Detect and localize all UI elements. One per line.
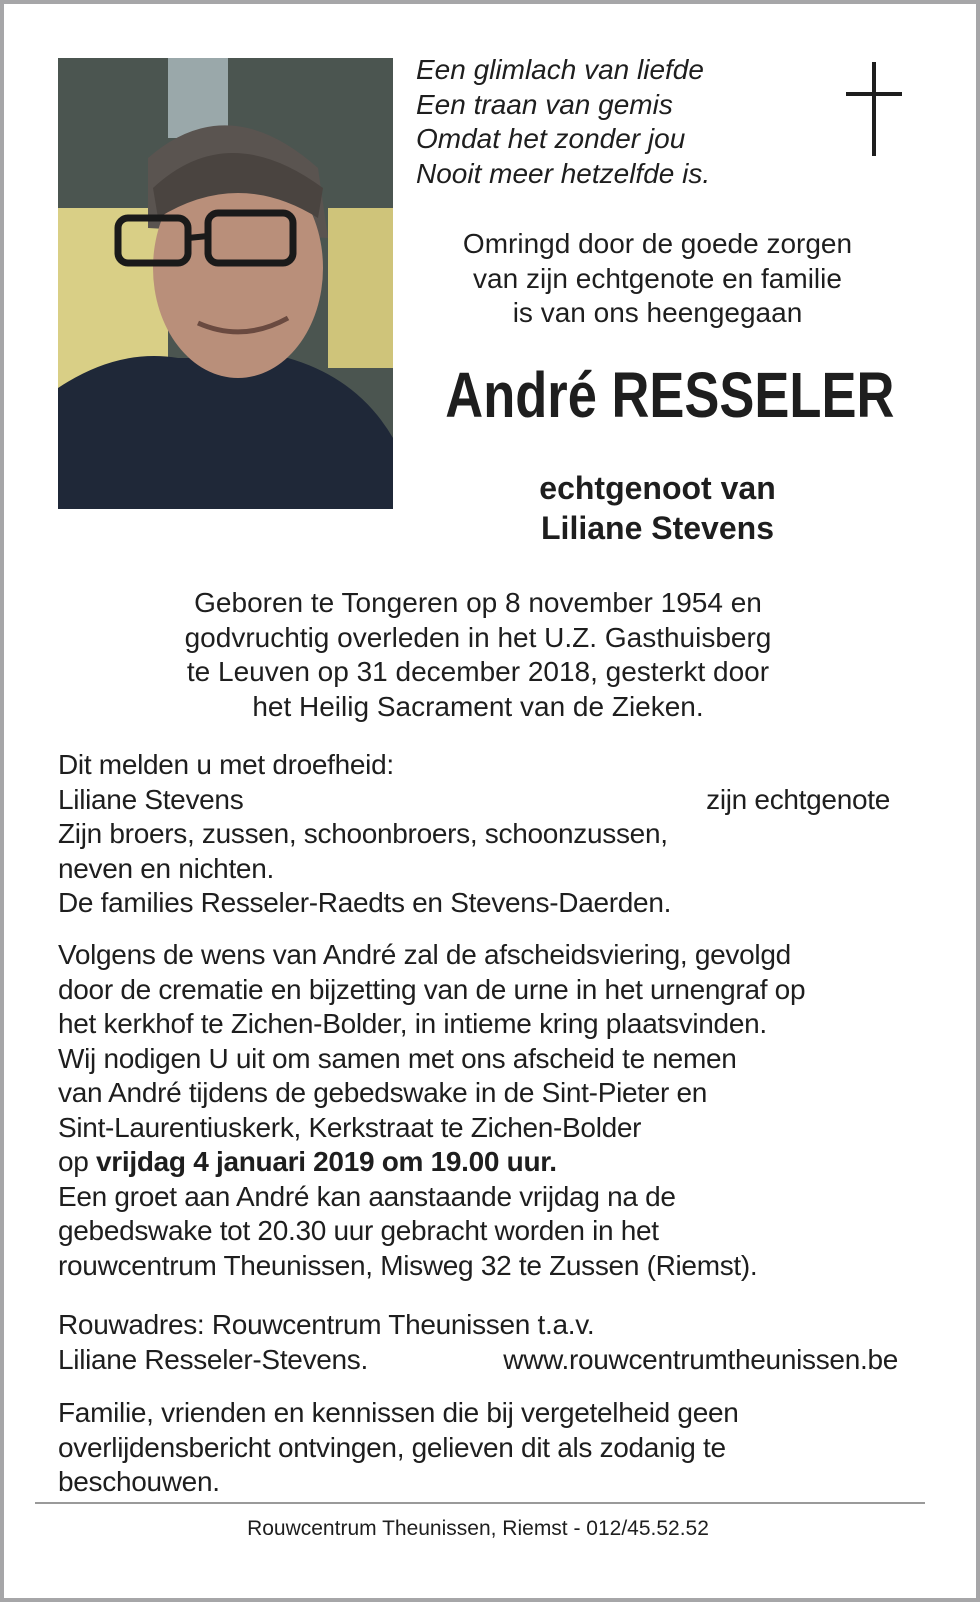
portrait-photo <box>58 58 393 509</box>
spouse-relation: echtgenoot van <box>539 470 776 506</box>
spouse-block <box>430 468 885 548</box>
address-row <box>58 1343 898 1378</box>
closing-note <box>58 1396 898 1500</box>
deceased-name <box>420 358 920 432</box>
mourner-role: zijn echtgenote <box>706 783 890 815</box>
poem-line: Een traan van gemis <box>416 88 673 120</box>
poem-line: Nooit meer hetzelfde is. <box>416 157 711 189</box>
service-line: Wij nodigen U uit om samen met ons afscheid te nemen <box>58 1042 737 1074</box>
mourners <box>58 748 898 921</box>
divider <box>35 1502 925 1504</box>
mourner-spouse-row <box>58 783 898 818</box>
mourner-name: Liliane Stevens <box>58 783 244 815</box>
intro-line: is van ons heengegaan <box>512 297 803 328</box>
service-date-line <box>58 1145 898 1180</box>
service-line: Sint-Laurentiuskerk, Kerkstraat te Zichen-Bolder <box>58 1111 642 1143</box>
mourner-line: neven en nichten. <box>58 852 274 884</box>
born-line: te Leuven op 31 december 2018, gesterkt door <box>186 656 770 687</box>
service-date: vrijdag 4 januari 2019 om 19.00 uur. <box>96 1146 557 1177</box>
service-line: rouwcentrum Theunissen, Misweg 32 te Zussen (Riemst). <box>58 1249 758 1281</box>
born-line: het Heilig Sacrament van de Zieken. <box>252 690 704 722</box>
born-line: godvruchtig overleden in het U.Z. Gasthuisberg <box>184 621 772 653</box>
website-link[interactable]: www.rouwcentrumtheunissen.be <box>503 1343 898 1375</box>
born-line: Geboren te Tongeren op 8 november 1954 en <box>194 587 762 618</box>
deceased-name-text: André RESSELER <box>445 359 895 431</box>
poem-line: Omdat het zonder jou <box>416 123 686 154</box>
closing-line: beschouwen. <box>58 1466 220 1497</box>
poem <box>416 53 710 191</box>
closing-line: overlijdensbericht ontvingen, gelieven dit als zodanig te <box>58 1431 726 1463</box>
mourner-line: Zijn broers, zussen, schoonbroers, schoonzussen, <box>58 818 668 849</box>
service-line: door de crematie en bijzetting van de urne in het urnengraf op <box>58 973 806 1005</box>
mourning-address <box>58 1308 898 1377</box>
service-line: van André tijdens de gebedswake in de Sint-Pieter en <box>58 1077 708 1108</box>
address-line: Liliane Resseler-Stevens. <box>58 1343 368 1375</box>
service-info <box>58 938 898 1283</box>
service-line: het kerkhof te Zichen-Bolder, in intieme kring plaatsvinden. <box>58 1008 767 1039</box>
intro-text <box>430 227 885 331</box>
poem-line: Een glimlach van liefde <box>416 54 704 85</box>
intro-line: van zijn echtgenote en familie <box>473 262 842 294</box>
service-line: Volgens de wens van André zal de afscheidsviering, gevolgd <box>58 939 791 970</box>
mourners-heading: Dit melden u met droefheid: <box>58 749 394 780</box>
intro-line: Omringd door de goede zorgen <box>462 228 853 259</box>
footer: Rouwcentrum Theunissen, Riemst - 012/45.52.52 <box>247 1517 709 1540</box>
address-line: Rouwadres: Rouwcentrum Theunissen t.a.v. <box>58 1309 595 1340</box>
service-line: gebedswake tot 20.30 uur gebracht worden in het <box>58 1215 659 1246</box>
mourner-line: De families Resseler-Raedts en Stevens-Daerden. <box>58 887 672 918</box>
closing-line: Familie, vrienden en kennissen die bij vergetelheid geen <box>58 1397 739 1428</box>
date-prefix: op <box>58 1146 97 1177</box>
service-line: Een groet aan André kan aanstaande vrijdag na de <box>58 1180 676 1212</box>
spouse-name: Liliane Stevens <box>541 510 774 546</box>
cross-icon <box>846 62 902 156</box>
birth-death-info <box>58 586 898 724</box>
